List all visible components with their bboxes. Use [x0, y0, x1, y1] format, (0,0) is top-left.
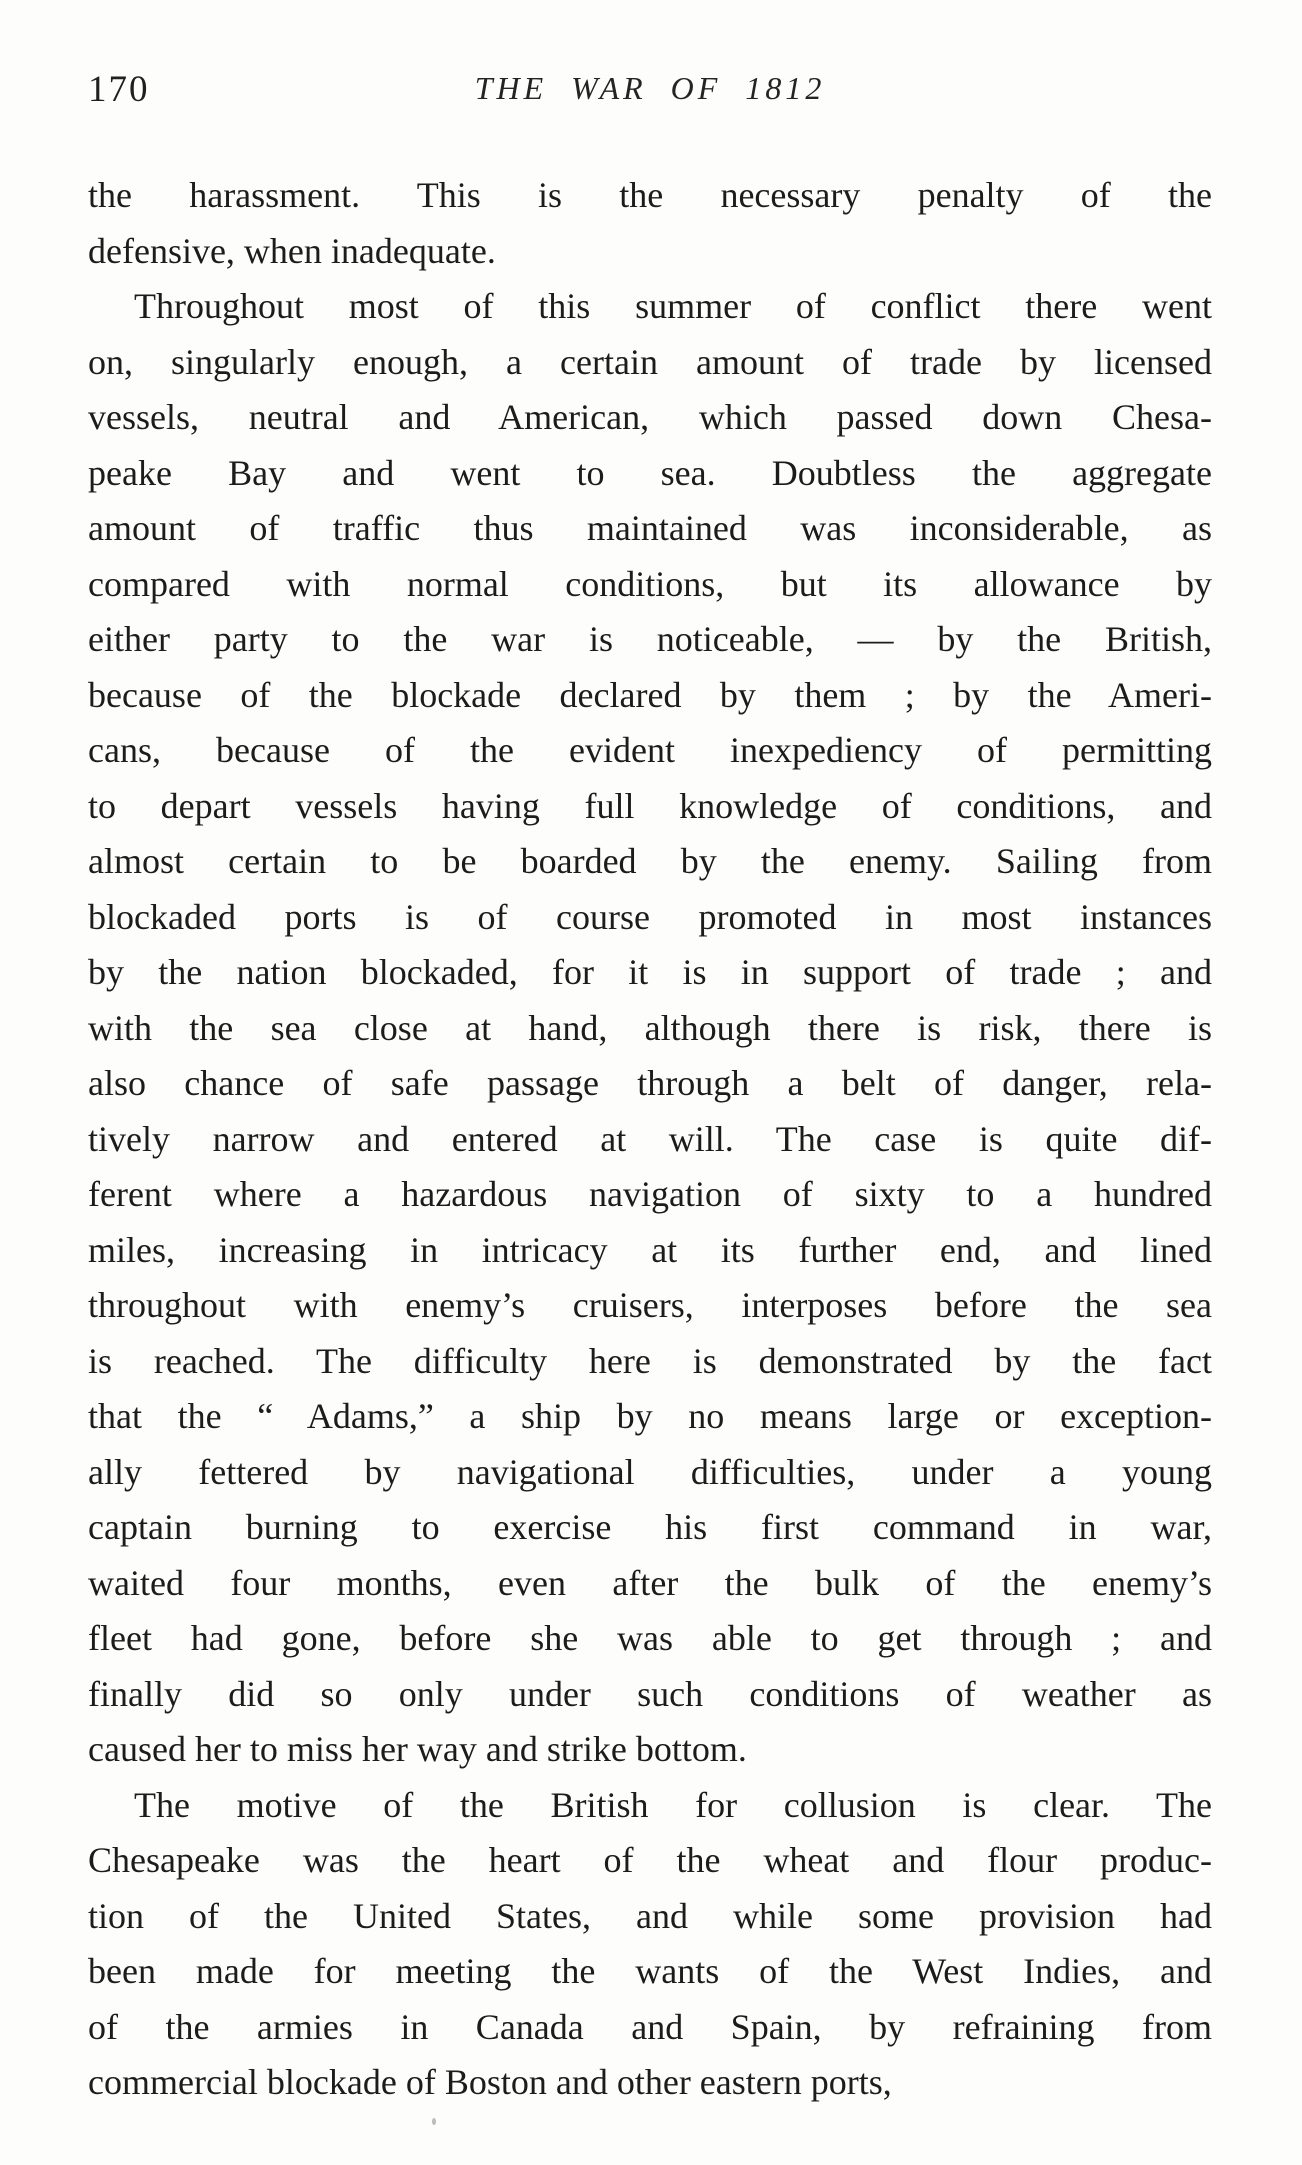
text-line: waited four months, even after the bulk of the enemy’s: [88, 1562, 1212, 1603]
text-line: ally fettered by navigational difficulties, under a young: [88, 1451, 1212, 1492]
text-line: captain burning to exercise his first command in war,: [88, 1507, 1212, 1547]
text-line: amount of traffic thus maintained was inconsiderable, as: [88, 508, 1212, 548]
text-line: fleet had gone, before she was able to get through ; and: [88, 1618, 1212, 1658]
text-line: by the nation blockaded, for it is in support of trade ; and: [88, 952, 1212, 992]
text-line: The motive of the British for collusion is clear. The: [134, 1784, 1212, 1825]
page-number: 170: [88, 69, 150, 110]
text-line: to depart vessels having full knowledge of conditions, and: [88, 785, 1212, 826]
text-line: is reached. The difficulty here is demonstrated by the fact: [88, 1340, 1212, 1381]
paragraph-3: [88, 1778, 1212, 2111]
text-line: blockaded ports is of course promoted in most instances: [88, 896, 1212, 937]
text-line: throughout with enemy’s cruisers, interposes before the sea: [88, 1285, 1212, 1325]
text-line: also chance of safe passage through a belt of danger, rela-: [88, 1063, 1212, 1103]
paragraph-1: [88, 168, 1212, 279]
text-line: been made for meeting the wants of the West Indies, and: [88, 1951, 1212, 1991]
text-line: miles, increasing in intricacy at its further end, and lined: [88, 1229, 1212, 1270]
text-line: peake Bay and went to sea. Doubtless the aggregate: [88, 452, 1212, 493]
text-line: tively narrow and entered at will. The case is quite dif-: [88, 1118, 1212, 1159]
text-line: cans, because of the evident inexpediency of permitting: [88, 730, 1212, 770]
text-line: finally did so only under such conditions of weather as: [88, 1673, 1212, 1714]
text-line: either party to the war is noticeable, — by the British,: [88, 619, 1212, 659]
text-line: because of the blockade declared by them ; by the Ameri-: [88, 674, 1212, 715]
page-header: [88, 66, 1212, 114]
text-line: with the sea close at hand, although there is risk, there is: [88, 1007, 1212, 1048]
text-line: caused her to miss her way and strike bottom.: [88, 1729, 747, 1769]
text-line: of the armies in Canada and Spain, by refraining from: [88, 2006, 1212, 2047]
text-line: compared with normal conditions, but its allowance by: [88, 563, 1212, 604]
text-line: Throughout most of this summer of conflict there went: [134, 286, 1212, 326]
text-line: that the “ Adams,” a ship by no means large or exception-: [88, 1396, 1212, 1436]
text-line: tion of the United States, and while some provision had: [88, 1895, 1212, 1936]
running-title: THE WAR OF 1812: [474, 70, 826, 106]
paragraph-2: [88, 279, 1212, 1778]
text-line: ferent where a hazardous navigation of sixty to a hundred: [88, 1174, 1212, 1214]
text-line: Chesapeake was the heart of the wheat and flour produc-: [88, 1840, 1212, 1880]
text-line: the harassment. This is the necessary penalty of the: [88, 175, 1212, 215]
text-line: vessels, neutral and American, which passed down Chesa-: [88, 397, 1212, 437]
text-line: almost certain to be boarded by the enemy. Sailing from: [88, 841, 1212, 881]
text-line: defensive, when inadequate.: [88, 230, 496, 271]
scan-artifact-dot: [432, 2118, 436, 2125]
text-block: [88, 168, 1212, 2111]
text-line: on, singularly enough, a certain amount of trade by licensed: [88, 341, 1212, 382]
text-line: commercial blockade of Boston and other eastern ports,: [88, 2062, 892, 2102]
